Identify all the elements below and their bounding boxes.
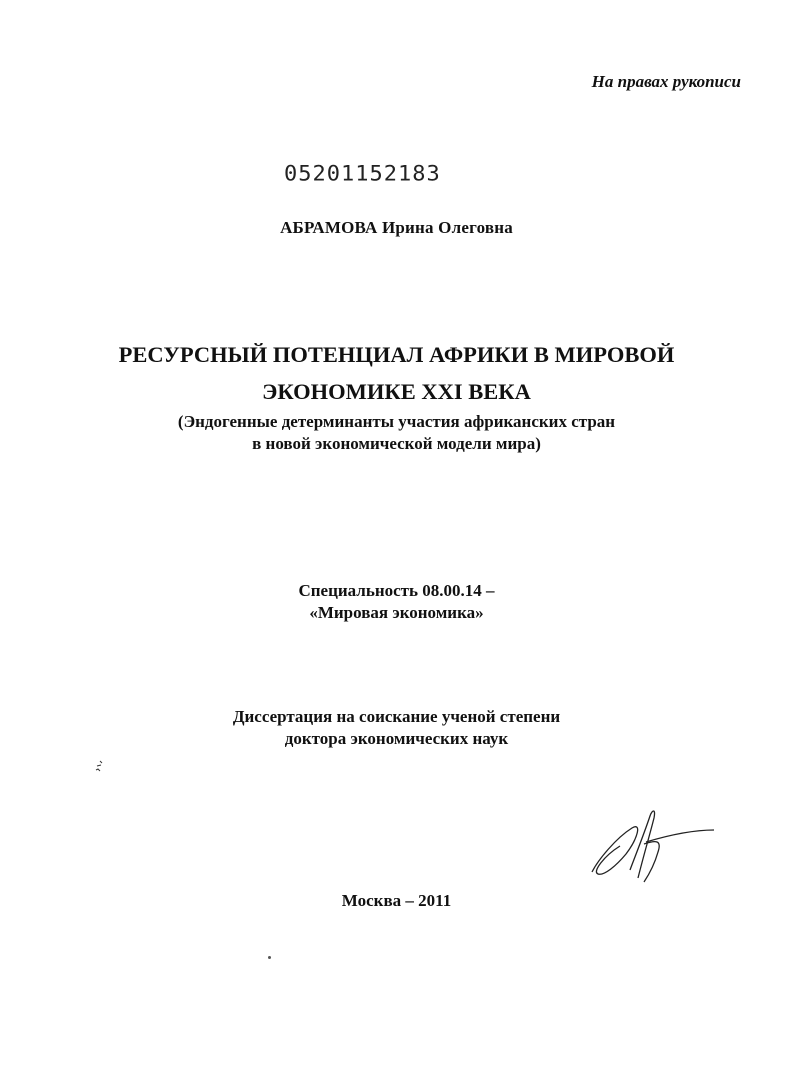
scan-mark-icon xyxy=(93,760,105,774)
specialty-code: Специальность 08.00.14 – xyxy=(298,581,495,600)
city-year: Москва – 2011 xyxy=(341,891,452,910)
registration-stamp: 05201152183 xyxy=(284,162,441,187)
title-line-2: ЭКОНОМИКЕ XXI ВЕКА xyxy=(262,379,531,404)
degree-block xyxy=(0,706,793,750)
subtitle-line-1: (Эндогенные детерминанты участия африканских стран xyxy=(177,412,616,431)
title-line-1: РЕСУРСНЫЙ ПОТЕНЦИАЛ АФРИКИ В МИРОВОЙ xyxy=(118,342,675,367)
author-name: АБРАМОВА Ирина Олеговна xyxy=(280,218,513,237)
scan-dot xyxy=(268,956,271,959)
specialty-name: «Мировая экономика» xyxy=(309,603,484,622)
dissertation-subtitle xyxy=(0,411,793,455)
degree-line-2: доктора экономических наук xyxy=(284,729,509,748)
degree-line-1: Диссертация на соискание ученой степени xyxy=(232,707,561,726)
dissertation-title xyxy=(0,336,793,410)
subtitle-line-2: в новой экономической модели мира) xyxy=(252,434,541,453)
specialty-block xyxy=(0,580,793,624)
signature-icon xyxy=(586,800,726,890)
rights-note: На правах рукописи xyxy=(591,72,741,91)
